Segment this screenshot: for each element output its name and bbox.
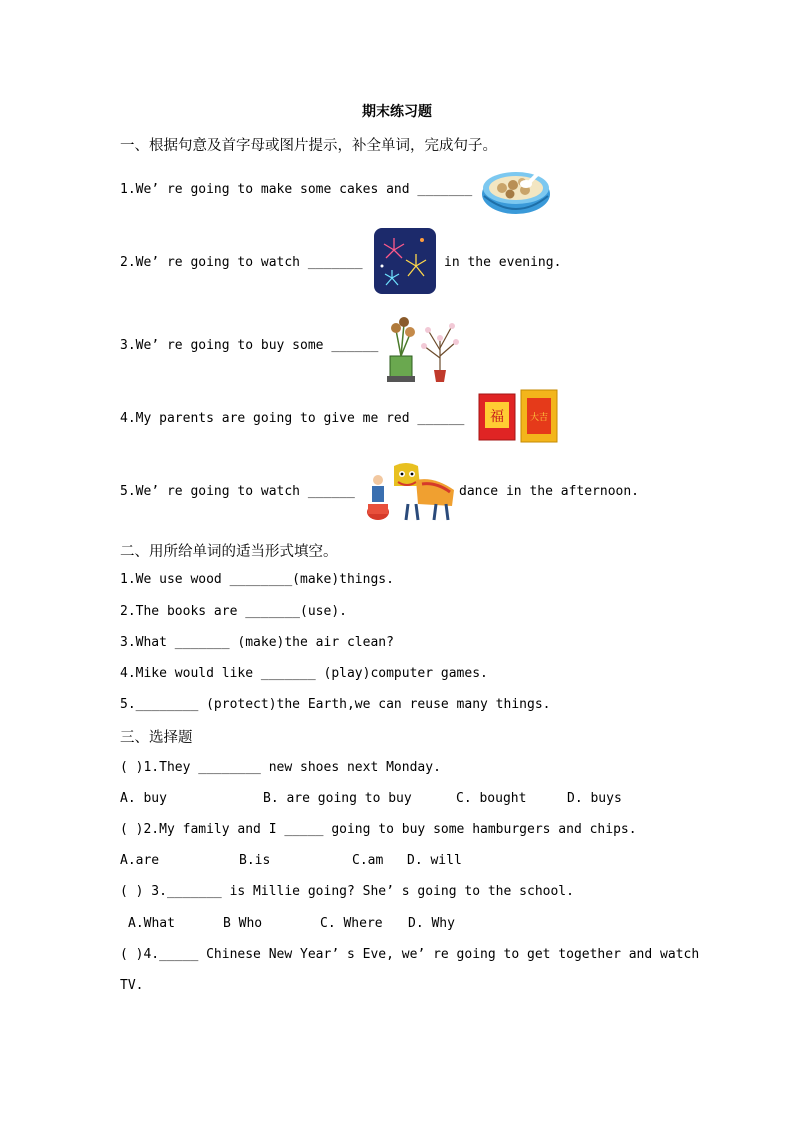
- s1-question-3: 3.We’ re going to buy some ______: [120, 338, 379, 353]
- lion-dance-image: [364, 460, 458, 522]
- s1-question-2: 2.We’ re going to watch _______: [120, 255, 363, 270]
- s2-item-1: 1.We use wood ________(make)things.: [120, 572, 394, 587]
- s1-question-2-tail: in the evening.: [444, 255, 562, 270]
- s1-question-1: 1.We’ re going to make some cakes and _______: [120, 182, 473, 197]
- s1-question-4: 4.My parents are going to give me red ______: [120, 411, 465, 426]
- s3-q2-option-d: D. will: [407, 853, 462, 868]
- s3-question-4-line2: TV.: [120, 978, 144, 993]
- s3-q1-option-a: A. buy: [120, 791, 167, 806]
- s3-q2-option-a: A.are: [120, 853, 160, 868]
- tangyuan-bowl-image: [480, 160, 556, 218]
- s1-question-5-tail: dance in the afternoon.: [459, 484, 640, 499]
- s3-question-4-line1: ( )4._____ Chinese New Year’ s Eve, we’ re going to get together and watch: [120, 947, 700, 962]
- s3-q3-option-a: A.What: [128, 916, 175, 931]
- red-packets-image: [477, 388, 559, 448]
- s1-question-5: 5.We’ re going to watch ______: [120, 484, 355, 499]
- fu-char: 福: [490, 409, 504, 425]
- s3-q1-option-b: B. are going to buy: [263, 791, 412, 806]
- section3-heading: 三、选择题: [120, 730, 193, 746]
- fireworks-image: [374, 228, 436, 294]
- s3-q2-option-b: B.is: [239, 853, 271, 868]
- s2-item-3: 3.What _______ (make)the air clean?: [120, 635, 394, 650]
- s2-item-4: 4.Mike would like _______ (play)computer games.: [120, 666, 488, 681]
- flowers-image: [384, 310, 464, 384]
- page-title: 期末练习题: [362, 104, 432, 120]
- daji-char: 大吉: [529, 413, 549, 423]
- s3-q2-option-c: C.am: [352, 853, 384, 868]
- section1-heading: 一、根据句意及首字母或图片提示，补全单词，完成句子。: [120, 138, 497, 154]
- s3-question-2: ( )2.My family and I _____ going to buy some hamburgers and chips.: [120, 822, 637, 837]
- s3-q3-option-b: B Who: [223, 916, 263, 931]
- s3-q3-option-c: C. Where: [320, 916, 383, 931]
- section2-heading: 二、用所给单词的适当形式填空。: [120, 544, 338, 560]
- s3-q1-option-c: C. bought: [456, 791, 527, 806]
- s2-item-5: 5.________ (protect)the Earth,we can reuse many things.: [120, 697, 551, 712]
- s3-question-1: ( )1.They ________ new shoes next Monday.: [120, 760, 441, 775]
- s3-q1-option-d: D. buys: [567, 791, 622, 806]
- s2-item-2: 2.The books are _______(use).: [120, 604, 347, 619]
- s3-q3-option-d: D. Why: [408, 916, 455, 931]
- s3-question-3: ( ) 3._______ is Millie going? She’ s going to the school.: [120, 884, 574, 899]
